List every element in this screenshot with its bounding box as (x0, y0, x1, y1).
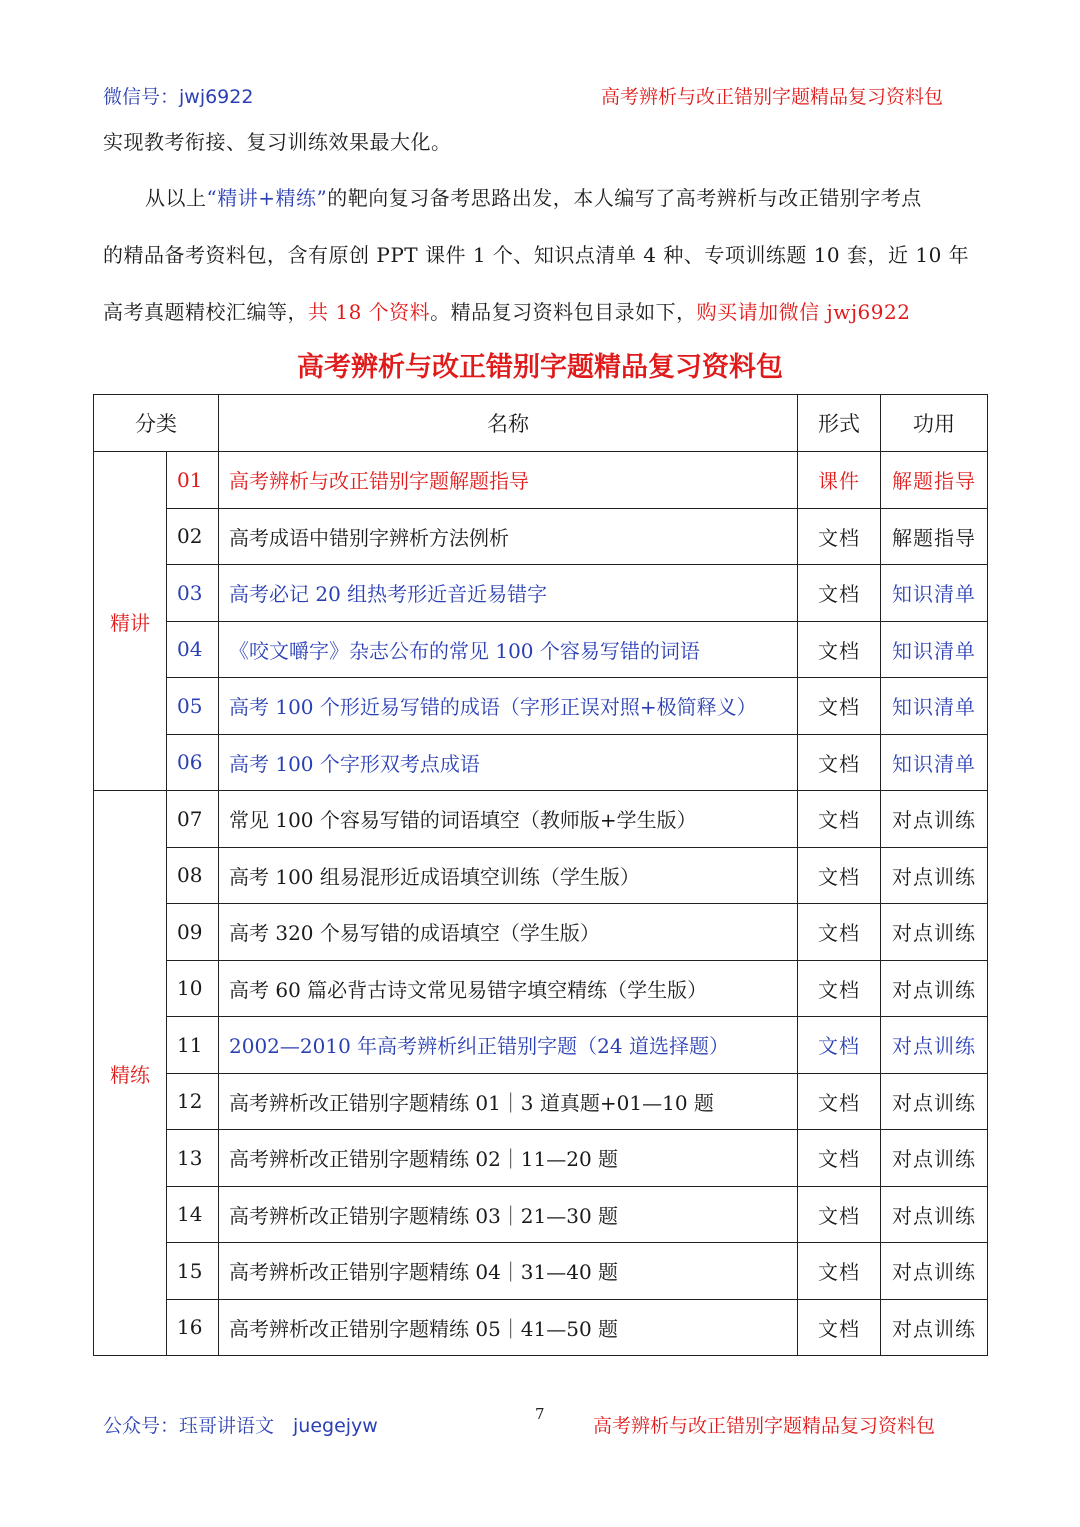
cell-num: 11 (167, 1017, 219, 1074)
cell-name: 2002—2010 年高考辨析纠正错别字题（24 道选择题） (219, 1017, 798, 1074)
header-form: 形式 (798, 395, 881, 452)
table-row (94, 1186, 988, 1243)
cell-form: 文档 (798, 508, 881, 565)
cell-form: 文档 (798, 734, 881, 791)
cell-num: 04 (167, 621, 219, 678)
cell-use: 对点训练 (881, 1299, 988, 1356)
cell-name: 高考辨析改正错别字题精练 04｜31—40 题 (219, 1243, 798, 1300)
intro-text: 从以上 (145, 186, 207, 210)
intro-purchase: 购买请加微信 jwj6922 (696, 300, 911, 324)
cell-use: 对点训练 (881, 1243, 988, 1300)
cell-num: 09 (167, 904, 219, 961)
table-row (94, 621, 988, 678)
header-use: 功用 (881, 395, 988, 452)
cell-form: 文档 (798, 621, 881, 678)
table-row (94, 1073, 988, 1130)
table-header-row (94, 395, 988, 452)
cell-num: 05 (167, 678, 219, 735)
header-title: 高考辨析与改正错别字题精品复习资料包 (601, 86, 944, 108)
cell-num: 13 (167, 1130, 219, 1187)
cell-num: 01 (167, 452, 219, 509)
category-jingjiang: 精讲 (94, 452, 167, 791)
cell-num: 06 (167, 734, 219, 791)
table-row (94, 452, 988, 509)
cell-form: 文档 (798, 1243, 881, 1300)
cell-form: 文档 (798, 1130, 881, 1187)
cell-name: 高考辨析改正错别字题精练 01｜3 道真题+01—10 题 (219, 1073, 798, 1130)
intro-text: 的靶向复习备考思路出发，本人编写了高考辨析与改正错别字考点 (327, 186, 922, 210)
cell-num: 15 (167, 1243, 219, 1300)
cell-use: 对点训练 (881, 960, 988, 1017)
cell-use: 对点训练 (881, 1017, 988, 1074)
cell-form: 文档 (798, 904, 881, 961)
cell-name: 高考 100 组易混形近成语填空训练（学生版） (219, 847, 798, 904)
catalog-table (93, 394, 988, 1356)
table-row (94, 847, 988, 904)
cell-use: 对点训练 (881, 1130, 988, 1187)
table-row (94, 791, 988, 848)
table-row (94, 508, 988, 565)
cell-form: 文档 (798, 1073, 881, 1130)
cell-name: 高考 320 个易写错的成语填空（学生版） (219, 904, 798, 961)
cell-name: 高考 60 篇必背古诗文常见易错字填空精练（学生版） (219, 960, 798, 1017)
cell-form: 文档 (798, 847, 881, 904)
cell-name: 常见 100 个容易写错的词语填空（教师版+学生版） (219, 791, 798, 848)
intro-text: 。精品复习资料包目录如下， (430, 300, 697, 324)
intro-text: 高考真题精校汇编等， (103, 300, 308, 324)
cell-form: 文档 (798, 1186, 881, 1243)
cell-name: 高考必记 20 组热考形近音近易错字 (219, 565, 798, 622)
intro-highlight: “精讲+精练” (206, 186, 328, 210)
cell-use: 对点训练 (881, 847, 988, 904)
intro-line-1: 实现教考衔接、复习训练效果最大化。 (103, 130, 452, 154)
table-row (94, 1299, 988, 1356)
cell-name: 高考辨析改正错别字题精练 03｜21—30 题 (219, 1186, 798, 1243)
cell-num: 08 (167, 847, 219, 904)
table-row (94, 565, 988, 622)
table-title: 高考辨析与改正错别字题精品复习资料包 (297, 352, 783, 383)
table-row (94, 678, 988, 735)
table-row (94, 734, 988, 791)
cell-num: 02 (167, 508, 219, 565)
cell-form: 文档 (798, 565, 881, 622)
cell-name: 高考辨析改正错别字题精练 02｜11—20 题 (219, 1130, 798, 1187)
category-jinglian: 精练 (94, 791, 167, 1356)
cell-name: 高考 100 个形近易写错的成语（字形正误对照+极简释义） (219, 678, 798, 735)
cell-form: 文档 (798, 960, 881, 1017)
cell-form: 文档 (798, 1299, 881, 1356)
cell-use: 对点训练 (881, 904, 988, 961)
cell-num: 03 (167, 565, 219, 622)
cell-num: 16 (167, 1299, 219, 1356)
cell-use: 知识清单 (881, 565, 988, 622)
header-category: 分类 (94, 395, 219, 452)
cell-form: 课件 (798, 452, 881, 509)
page-number: 7 (535, 1405, 545, 1423)
table-row (94, 960, 988, 1017)
cell-use: 对点训练 (881, 791, 988, 848)
header-wechat: 微信号：jwj6922 (103, 86, 254, 108)
cell-use: 对点训练 (881, 1186, 988, 1243)
cell-use: 解题指导 (881, 452, 988, 509)
cell-use: 解题指导 (881, 508, 988, 565)
cell-name: 《咬文嚼字》杂志公布的常见 100 个容易写错的词语 (219, 621, 798, 678)
header-name: 名称 (219, 395, 798, 452)
table-row (94, 1243, 988, 1300)
cell-num: 07 (167, 791, 219, 848)
cell-num: 10 (167, 960, 219, 1017)
cell-use: 知识清单 (881, 621, 988, 678)
cell-num: 12 (167, 1073, 219, 1130)
cell-name: 高考成语中错别字辨析方法例析 (219, 508, 798, 565)
cell-form: 文档 (798, 1017, 881, 1074)
cell-name: 高考 100 个字形双考点成语 (219, 734, 798, 791)
cell-name: 高考辨析改正错别字题精练 05｜41—50 题 (219, 1299, 798, 1356)
table-row (94, 904, 988, 961)
cell-form: 文档 (798, 678, 881, 735)
intro-count: 共 18 个资料 (308, 300, 431, 324)
cell-form: 文档 (798, 791, 881, 848)
intro-line-2 (103, 182, 983, 211)
footer-account: 公众号：珏哥讲语文 juegejyw (103, 1415, 378, 1437)
cell-num: 14 (167, 1186, 219, 1243)
table-row (94, 1130, 988, 1187)
intro-line-3: 的精品备考资料包，含有原创 PPT 课件 1 个、知识点清单 4 种、专项训练题 10 套，近 10 年 (103, 243, 970, 267)
table-row (94, 1017, 988, 1074)
intro-line-4 (103, 296, 983, 325)
footer-title: 高考辨析与改正错别字题精品复习资料包 (593, 1415, 936, 1437)
cell-use: 知识清单 (881, 678, 988, 735)
cell-use: 对点训练 (881, 1073, 988, 1130)
cell-name: 高考辨析与改正错别字题解题指导 (219, 452, 798, 509)
cell-use: 知识清单 (881, 734, 988, 791)
